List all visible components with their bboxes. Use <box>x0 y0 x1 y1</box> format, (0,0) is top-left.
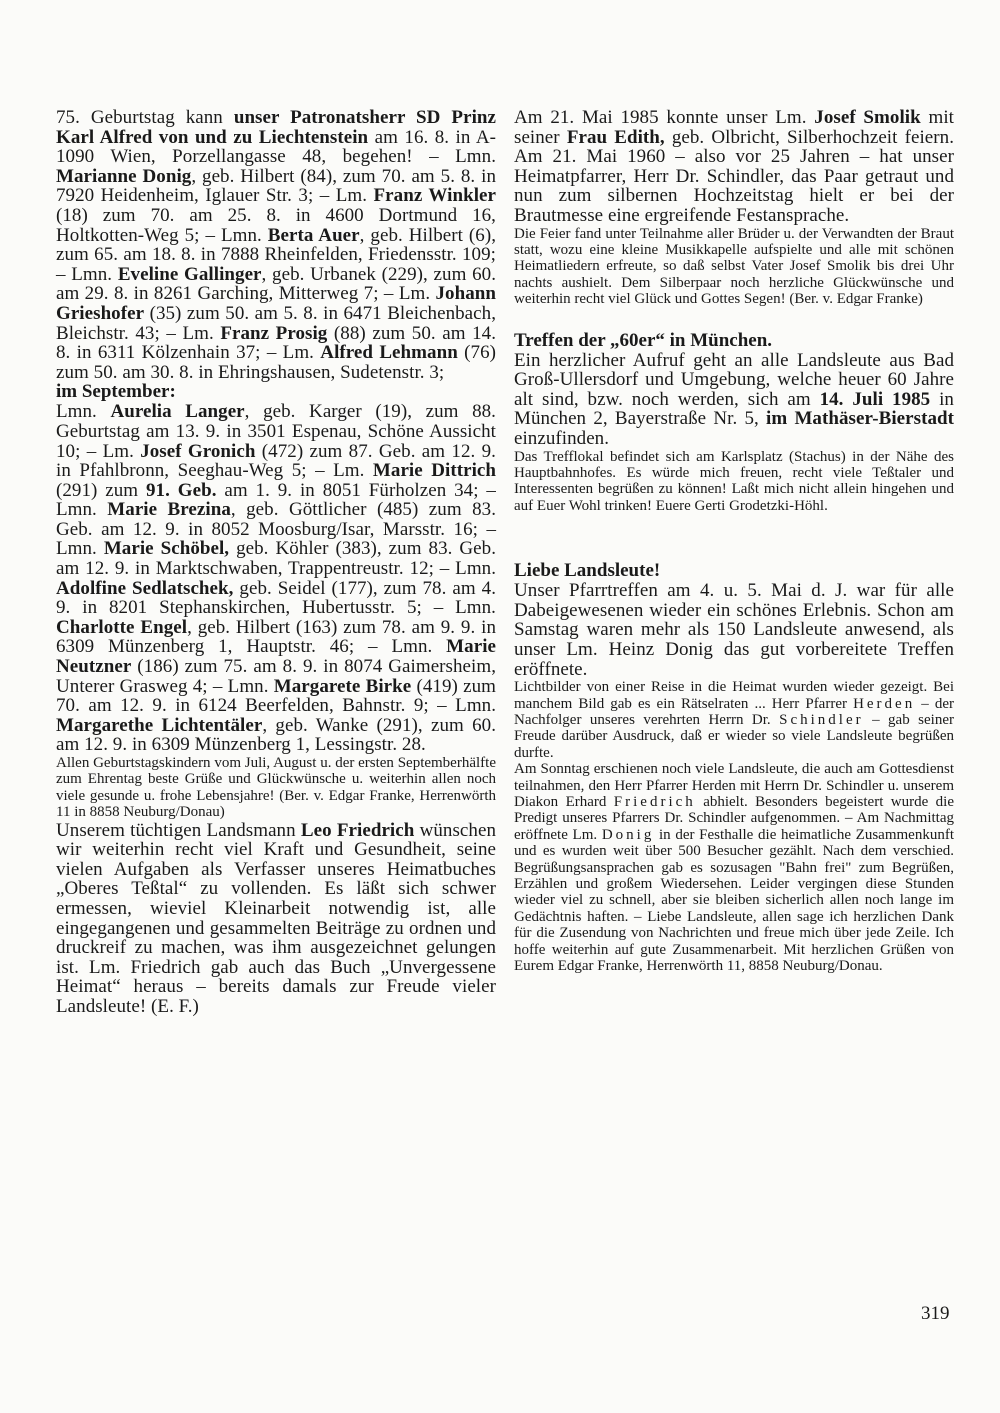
text-run: , geb. Hilbert (163) zum 78. am 9. 9. in 6309 Münzenberg 1, Hauptstr. 46; – Lmn. <box>56 616 496 658</box>
text-run: 75. Geburtstag kann <box>56 107 234 128</box>
text-run: , geb. Karger (19), zum 88. Geburtstag am 13. 9. in 3501 Espenau, Schöne Aussicht 10; – Lm. <box>56 401 496 462</box>
page-number: 319 <box>921 1303 950 1324</box>
text-run: am 1. 9. in 8051 Fürholzen 34; – Lmn. <box>56 479 496 521</box>
text-run: , geb. Wanke (291), zum 60. am 12. 9. in 6309 Münzenberg 1, Lessingstr. 28. <box>56 714 496 756</box>
september-heading: im September: <box>56 381 176 403</box>
spaced-name: Herden <box>853 695 916 712</box>
meeting-paragraph <box>514 351 954 449</box>
text-run: (472) zum 87. Geb. am 12. 9. in Pfahlbronn, Seeghau-Weg 5; – Lm. <box>56 440 496 482</box>
text-run: (35) zum 50. am 5. 8. in 6471 Bleichenbach, Bleichstr. 43; – Lm. <box>56 302 496 344</box>
highlighted-name: Josef Gronich <box>140 440 256 462</box>
text-run: am 16. 8. in A-1090 Wien, Porzellangasse 48, begehen! – Lmn. <box>56 126 496 168</box>
text-run: , geb. Urbanek (229), zum 60. am 29. 8. in 8261 Garching, Mitterweg 7; – Lm. <box>56 263 497 305</box>
parish-meeting-report <box>514 679 954 974</box>
landsleute-paragraph: Unser Pfarrtreffen am 4. u. 5. Mai d. J. war für alle Dabeigewesenen wieder ein schönes Erlebnis. Schon am Samstag waren mehr als 150 Landsleute anwesend, als unser Lm. Heinz Donig das gut vorbereitete Treffen eröffnete. <box>514 580 954 680</box>
text-run: in München 2, Bayerstraße Nr. 5, <box>514 388 954 430</box>
spaced-name: Donig <box>601 826 655 843</box>
highlighted-name: Marianne Donig <box>56 165 192 187</box>
highlighted-name: unser Patronatsherr SD Prinz Karl Alfred von und zu Liechtenstein <box>56 107 496 148</box>
text-run: geb. Seidel (177), zum 78. am 4. 9. in 8201 Stephanskirchen, Hubertusstr. 5; – Lmn. <box>56 577 496 619</box>
highlighted-name: Marie Brezina <box>107 499 231 521</box>
text-run: (291) zum <box>56 479 146 501</box>
text-run: Am 21. Mai 1985 konnte unser Lm. <box>514 107 815 128</box>
text-run: (419) zum 70. am 12. 9. in 6124 Beerfelden, Bahnstr. 9; – Lmn. <box>56 675 496 717</box>
text-run: in der Festhalle die heimatliche Zusammenkunft und es wurden weit über 500 Besucher gezählt. Nach dem verschied. Begrüßungsansprachen gab es sozusagen "Bahn frei" zum Begrüßen, Erzählen und großem Wiedersehen. Leider vergingen diese Stunden wieder viel zu schnell, aber sie bleiben sicherlich allen noch lange im Gedächtnis haften. – Liebe Landsleute, allen sage ich herzlichen Dank für die Zusendung von Nachrichten und freue mich über jede Zeile. Ich hoffe weiterhin auf gute Zusammenarbeit. Mit herzlichen Grüßen von Eurem Edgar Franke, Herrenwörth 11, 8858 Neuburg/Donau. <box>514 826 954 975</box>
text-run: Am Sonntag erschienen noch viele Landsleute, die auch am Gottesdienst teilnahmen, den Herr Pfarrer Herden mit Herrn Dr. Schindler u. unserem Diakon Erhard <box>514 761 954 810</box>
highlighted-name: Leo Friedrich <box>300 819 415 841</box>
highlighted-name: Charlotte Engel <box>56 616 188 638</box>
right-column <box>514 108 954 974</box>
highlighted-name: Adolfine Sedlatschek, <box>56 577 234 599</box>
highlighted-name: Margarethe Lichtentäler <box>56 714 263 736</box>
text-run: , geb. Hilbert (6), zum 65. am 18. 8. in 7888 Rheinfelden, Friedensstr. 109; – Lmn. <box>56 224 496 285</box>
september-birthdays-paragraph <box>56 402 496 755</box>
meeting-heading: Treffen der „60er“ in München. <box>514 329 773 351</box>
text-run: (18) zum 70. am 25. 8. in 4600 Dortmund 16, Holtkotten-Weg 5; – Lmn. <box>56 204 496 246</box>
text-run: – gab seiner Freude darüber Ausdruck, daß er wieder so viele Landsleute begrüßen durfte. <box>514 711 954 761</box>
text-run: mit seiner <box>514 107 954 148</box>
text-run: , geb. Göttlicher (485) zum 83. Geb. am 12. 9. in 8052 Moosburg/Isar, Marsstr. 16; – Lmn. <box>56 499 496 560</box>
text-run: – der Nachfolger unseres verehrten Herrn Dr. <box>514 695 955 728</box>
silver-wedding-paragraph <box>514 108 954 226</box>
text-run: Ein herzlicher Aufruf geht an alle Landsleute aus Bad Groß-Ullersdorf und Umgebung, welche heuer 60 Jahre alt sind, bzw. noch werden, sich am <box>514 349 954 410</box>
highlighted-name: Marie Dittrich <box>372 460 496 482</box>
highlighted-name: Alfred Lehmann <box>320 342 458 364</box>
text-run: , geb. Hilbert (84), zum 70. am 5. 8. in 7920 Heidenheim, Iglauer Str. 3; – Lm. <box>56 165 497 207</box>
text-run: einzufinden. <box>514 427 610 449</box>
highlighted-name: Eveline Gallinger <box>117 263 262 285</box>
left-column <box>56 108 496 1017</box>
spaced-name: Schindler <box>779 711 864 728</box>
text-run: (76) zum 50. am 30. 8. in Ehringshausen, Sudetenstr. 3; <box>56 342 496 383</box>
highlighted-name: Berta Auer <box>267 224 360 246</box>
text-run: Lmn. <box>56 401 111 423</box>
highlighted-venue: im Mathäser-Bierstadt <box>766 408 954 430</box>
highlighted-name: Franz Winkler <box>373 185 496 207</box>
wedding-note: Die Feier fand unter Teilnahme aller Brüder u. der Verwandten der Braut statt, wozu eine kleine Musikkapelle aufspielte und alle mit schönen Heimatliedern erfreute, so daß selbst Vater Josef Smolik bis drei Uhr nachts aushielt. Dem Silberpaar noch herzliche Glückwünsche und weiterhin recht viel Glück und Gottes Segen! (Ber. v. Edgar Franke) <box>514 225 954 308</box>
landsleute-heading: Liebe Landsleute! <box>514 560 661 582</box>
meeting-note: Das Trefflokal befindet sich am Karlsplatz (Stachus) in der Nähe des Hauptbahnhofes. Es würde mich freuen, recht viele Teßtaler und Interessenten begrüßen zu können! Laßt mich nicht allein hingehen und auf Euer Wohl trinken! Euere Gerti Grodetzki-Höhl. <box>514 448 954 514</box>
highlighted-name: Marie Neutzner <box>56 636 496 678</box>
highlighted-name: 91. Geb. <box>146 479 217 501</box>
spaced-name: Friedrich <box>613 794 696 810</box>
highlighted-name: Margarete Birke <box>273 675 412 697</box>
highlighted-date: 14. Juli 1985 <box>819 388 931 410</box>
text-run: geb. Köhler (383), zum 83. Geb. am 12. 9. in Marktschwaben, Trappentreustr. 12; – Lmn. <box>56 538 496 580</box>
text-run: geb. Olbricht, Silberhochzeit feiern. Am 21. Mai 1960 – also vor 25 Jahren – hat unser Heimatpfarrer, Herr Dr. Schindler, das Paar getraut und nun zum silbernen Hochzeitstag hielt er bei der Brautmesse eine ergreifende Festansprache. <box>514 126 954 226</box>
highlighted-name: Franz Prosig <box>220 322 328 344</box>
friedrich-tribute-paragraph <box>56 821 496 1017</box>
highlighted-name: Josef Smolik <box>814 107 921 128</box>
text-run: Lichtbilder von einer Reise in die Heimat wurden wieder gezeigt. Bei manchem Bild gab es ein Rätselraten ... Herr Pfarrer <box>514 679 954 712</box>
text-run: Unserem tüchtigen Landsmann <box>56 819 301 841</box>
greetings-note: Allen Geburtstagskindern vom Juli, August u. der ersten Septemberhälfte zum Ehrentag beste Grüße und Glückwünsche u. weiterhin allen noch viele gesunde u. frohe Lebensjahre! (Ber. v. Edgar Franke, Herrenwörth 11 in 8858 Neuburg/Donau) <box>56 755 496 821</box>
text-run: (88) zum 50. am 14. 8. in 6311 Kölzenhain 37; – Lm. <box>56 322 497 364</box>
august-birthdays-paragraph <box>56 108 496 382</box>
text-run: wünschen wir weiterhin recht viel Kraft und Gesundheit, seine vielen Aufgaben als Verfasser unseres Heimatbuches „Oberes Teßtal“ zu vollenden. Es läßt sich schwer ermessen, wieviel Kleinarbeit notwendig ist, alle eingegangenen und gesammelten Beiträge zu ordnen und druckreif zu machen, was ihm ausgezeichnet gelungen ist. Lm. Friedrich gab auch das Buch „Unvergessene Heimat“ heraus – bereits damals zur Freude vieler Landsleute! (E. F.) <box>56 819 496 1017</box>
text-run: (186) zum 75. am 8. 9. in 8074 Gaimersheim, Unterer Grasweg 4; – Lmn. <box>56 656 496 697</box>
highlighted-name: Frau Edith, <box>566 126 665 148</box>
highlighted-name: Aurelia Langer <box>110 401 245 423</box>
highlighted-name: Marie Schöbel, <box>103 538 230 560</box>
text-run: abhielt. Besonders begeistert wurde die Predigt unseres Pfarrers Dr. Schindler aufgenommen. – Am Nachmittag eröffnete Lm. <box>514 794 955 843</box>
highlighted-name: Johann Grieshofer <box>56 283 496 324</box>
